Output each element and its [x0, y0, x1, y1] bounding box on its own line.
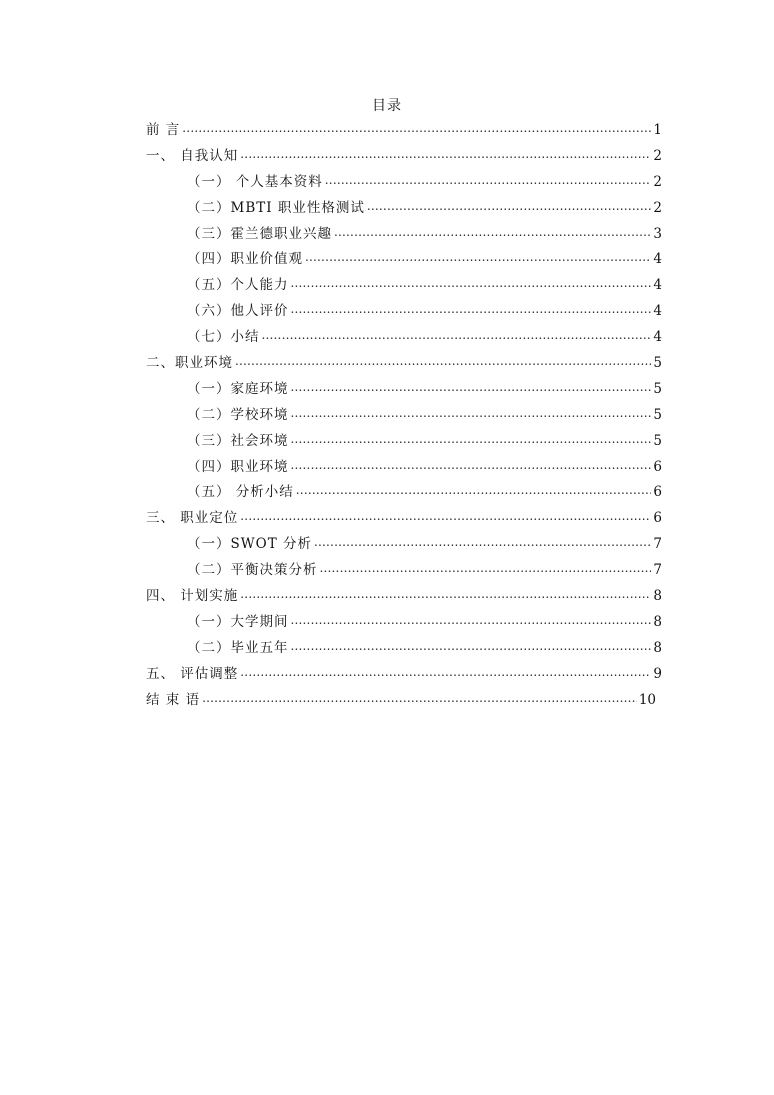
toc-entry-text: （四）职业价值观	[187, 251, 303, 268]
toc-entry-text: （四）职业环境	[187, 458, 289, 475]
toc-entry-text: （三）霍兰德职业兴趣	[187, 225, 332, 242]
toc-entry-five-years[interactable]	[146, 636, 662, 662]
toc-entry-text: 结 束 语	[146, 691, 201, 708]
toc-entry-implementation[interactable]	[146, 584, 662, 610]
dot-leader	[240, 146, 651, 160]
toc-page-number: 10	[638, 691, 656, 708]
toc-entry-text: （三）社会环境	[187, 432, 289, 449]
toc-entry-evaluation[interactable]	[146, 662, 662, 688]
toc-entry-abilities[interactable]	[146, 273, 662, 299]
toc-entry-text: 一、 自我认知	[146, 147, 239, 164]
toc-entry-text: （一） 个人基本资料	[187, 173, 323, 190]
toc-entry-basic-info[interactable]	[146, 170, 662, 196]
toc-page-number: 5	[653, 380, 662, 397]
toc-page-number: 9	[653, 665, 662, 682]
toc-entry-swot[interactable]	[146, 532, 662, 558]
toc-entry-text: （一）SWOT 分析	[187, 536, 312, 553]
toc-entry-holland[interactable]	[146, 222, 662, 248]
dot-leader	[291, 302, 652, 316]
dot-leader	[291, 612, 652, 626]
toc-entry-society[interactable]	[146, 429, 662, 455]
toc-entry-career-environment[interactable]	[146, 351, 662, 377]
toc-title: 目录	[372, 98, 402, 114]
toc-page-number: 4	[653, 251, 662, 268]
toc-page-number: 4	[653, 329, 662, 346]
toc-entry-peer-review[interactable]	[146, 299, 662, 325]
toc-entry-workplace[interactable]	[146, 455, 662, 481]
dot-leader	[314, 535, 651, 549]
dot-leader	[367, 198, 652, 212]
toc-entry-text: （五）个人能力	[187, 277, 289, 294]
toc-page-number: 5	[653, 406, 662, 423]
dot-leader	[240, 587, 651, 601]
dot-leader	[291, 379, 652, 393]
toc-page-number: 2	[653, 173, 662, 190]
toc-entry-text: 五、 评估调整	[146, 665, 239, 682]
toc-page-number: 3	[653, 225, 662, 242]
toc-page-number: 8	[653, 639, 662, 656]
dot-leader	[240, 509, 651, 523]
dot-leader	[334, 224, 651, 238]
toc-page-number: 4	[653, 277, 662, 294]
toc-entry-balance-decision[interactable]	[146, 558, 662, 584]
dot-leader	[291, 405, 652, 419]
toc-entry-text: （二）学校环境	[187, 406, 289, 423]
toc-page-number: 7	[653, 536, 662, 553]
toc-entry-text: （六）他人评价	[187, 303, 289, 320]
toc-page-number: 5	[653, 432, 662, 449]
toc-entry-text: （一）大学期间	[187, 613, 289, 630]
toc-page-number: 6	[653, 510, 662, 527]
dot-leader	[202, 690, 637, 704]
toc-page-number: 6	[653, 458, 662, 475]
toc-entry-text: （二）MBTI 职业性格测试	[187, 199, 365, 216]
toc-page-number: 4	[653, 303, 662, 320]
toc-entry-mbti[interactable]	[146, 196, 662, 222]
toc-entry-analysis-summary[interactable]	[146, 480, 662, 506]
dot-leader	[291, 457, 652, 471]
toc-entry-text: 四、 计划实施	[146, 588, 239, 605]
toc-entry-career-values[interactable]	[146, 247, 662, 273]
toc-entry-university[interactable]	[146, 610, 662, 636]
toc-entry-text: （五） 分析小结	[187, 484, 294, 501]
dot-leader	[240, 664, 651, 678]
toc-page-number: 7	[653, 562, 662, 579]
dot-leader	[325, 172, 652, 186]
toc-entry-preface[interactable]	[146, 118, 662, 144]
dot-leader	[262, 328, 652, 342]
toc-entry-conclusion[interactable]	[146, 688, 662, 714]
toc-entry-text: 前 言	[146, 122, 181, 138]
toc-entry-self-awareness[interactable]	[146, 144, 662, 170]
toc-page-number: 5	[653, 355, 662, 372]
toc-entry-summary[interactable]	[146, 325, 662, 351]
toc-entry-text: （一）家庭环境	[187, 380, 289, 397]
dot-leader	[182, 121, 651, 135]
dot-leader	[291, 431, 652, 445]
toc-entry-career-positioning[interactable]	[146, 506, 662, 532]
toc-entry-text: 三、 职业定位	[146, 510, 239, 527]
table-of-contents	[146, 118, 662, 713]
dot-leader	[235, 354, 651, 368]
dot-leader	[291, 276, 652, 290]
toc-entry-text: 二、职业环境	[146, 355, 233, 372]
dot-leader	[320, 561, 652, 575]
toc-page-number: 8	[653, 588, 662, 605]
toc-page-number: 2	[653, 147, 662, 164]
toc-entry-family[interactable]	[146, 377, 662, 403]
toc-page-number: 6	[653, 484, 662, 501]
toc-page-number: 8	[653, 613, 662, 630]
toc-entry-school[interactable]	[146, 403, 662, 429]
dot-leader	[291, 638, 652, 652]
dot-leader	[305, 250, 651, 264]
toc-entry-text: （七）小结	[187, 329, 260, 346]
toc-entry-text: （二）平衡决策分析	[187, 562, 318, 579]
toc-page-number: 1	[653, 122, 662, 138]
toc-page-number: 2	[653, 199, 662, 216]
toc-entry-text: （二）毕业五年	[187, 639, 289, 656]
dot-leader	[296, 483, 652, 497]
